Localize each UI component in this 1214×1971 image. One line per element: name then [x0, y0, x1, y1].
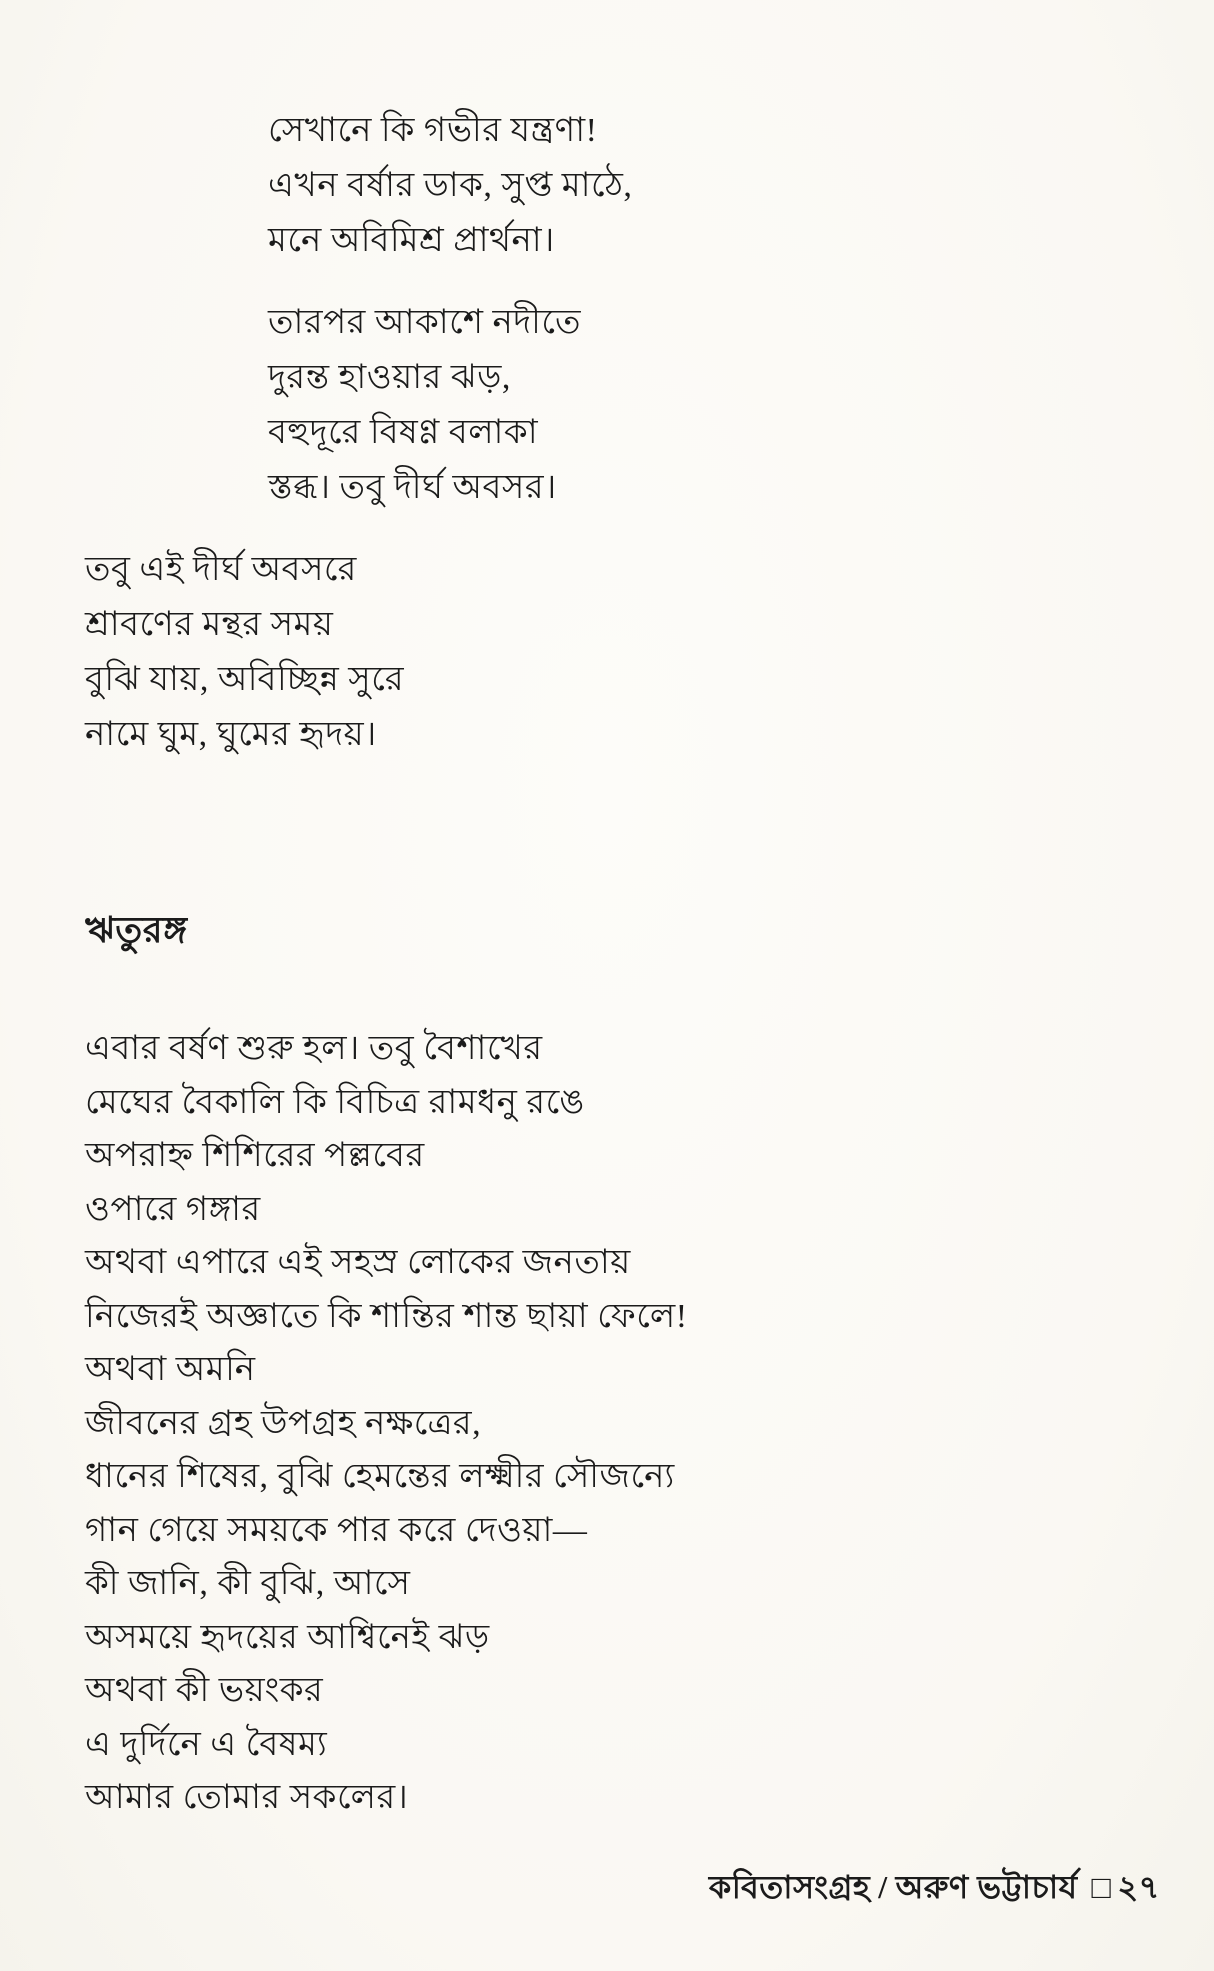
- poem-line: এ দুর্দিনে এ বৈষম্য: [85, 1725, 328, 1763]
- stanza: [85, 542, 632, 762]
- poem-title: ঋতুরঙ্গ: [85, 910, 188, 950]
- page-footer: [709, 1862, 1160, 1916]
- poem-line: অসময়ে হৃদয়ের আশ্বিনেই ঝড়: [85, 1618, 490, 1656]
- top-stanzas: [85, 103, 632, 789]
- poem-line: স্তব্ধ। তবু দীর্ঘ অবসর।: [268, 469, 557, 506]
- poem-line: বুঝি যায়, অবিচ্ছিন্ন সুরে: [85, 661, 405, 698]
- poem-line: এবার বর্ষণ শুরু হল। তবু বৈশাখের: [85, 1030, 543, 1067]
- poem-line: এখন বর্ষার ডাক, সুপ্ত মাঠে,: [268, 167, 633, 204]
- poem-line: দুরন্ত হাওয়ার ঝড়,: [268, 359, 511, 396]
- poem-line: অথবা কী ভয়ংকর: [85, 1672, 324, 1709]
- poem-line: সেখানে কি গভীর যন্ত্রণা!: [268, 112, 598, 149]
- poem-body: [85, 1022, 688, 1825]
- footer-author: অরুণ ভট্টাচার্য: [895, 1869, 1078, 1905]
- poem-line: অথবা এপারে এই সহস্র লোকের জনতায়: [85, 1244, 631, 1281]
- poem-line: শ্রাবণের মন্থর সময়: [85, 606, 334, 643]
- poem-line: নিজেরই অজ্ঞাতে কি শান্তির শান্ত ছায়া ফেলে!: [85, 1297, 688, 1335]
- poem-line: গান গেয়ে সময়কে পার করে দেওয়া—: [85, 1511, 588, 1549]
- poem-line: তবু এই দীর্ঘ অবসরে: [85, 551, 357, 588]
- poem-line: নামে ঘুম, ঘুমের হৃদয়।: [85, 716, 377, 753]
- stanza: [85, 295, 632, 515]
- page-marker-square: □: [1091, 1869, 1112, 1905]
- poem-line: কী জানি, কী বুঝি, আসে: [85, 1565, 411, 1602]
- poem-line: অথবা অমনি: [85, 1351, 256, 1388]
- page-number: ২৭: [1117, 1869, 1160, 1905]
- poem-line: মেঘের বৈকালি কি বিচিত্র রামধনু রঙে: [85, 1083, 585, 1121]
- poem-line: আমার তোমার সকলের।: [85, 1779, 409, 1816]
- poem-line: ওপারে গঙ্গার: [85, 1190, 261, 1228]
- poem-line: তারপর আকাশে নদীতে: [268, 304, 581, 341]
- poem-line: অপরাহ্ন শিশিরের পল্লবের: [85, 1137, 425, 1174]
- poem-line: মনে অবিমিশ্র প্রার্থনা।: [268, 222, 555, 259]
- footer-book-title: কবিতাসংগ্রহ: [708, 1869, 871, 1905]
- poem-line: জীবনের গ্রহ উপগ্রহ নক্ষত্রের,: [85, 1404, 482, 1442]
- footer-separator: /: [878, 1869, 888, 1905]
- stanza: [85, 103, 632, 268]
- poem-line: ধানের শিষের, বুঝি হেমন্তের লক্ষ্মীর সৌজন্যে: [85, 1458, 675, 1495]
- poem-line: বহুদূরে বিষণ্ণ বলাকা: [268, 414, 539, 451]
